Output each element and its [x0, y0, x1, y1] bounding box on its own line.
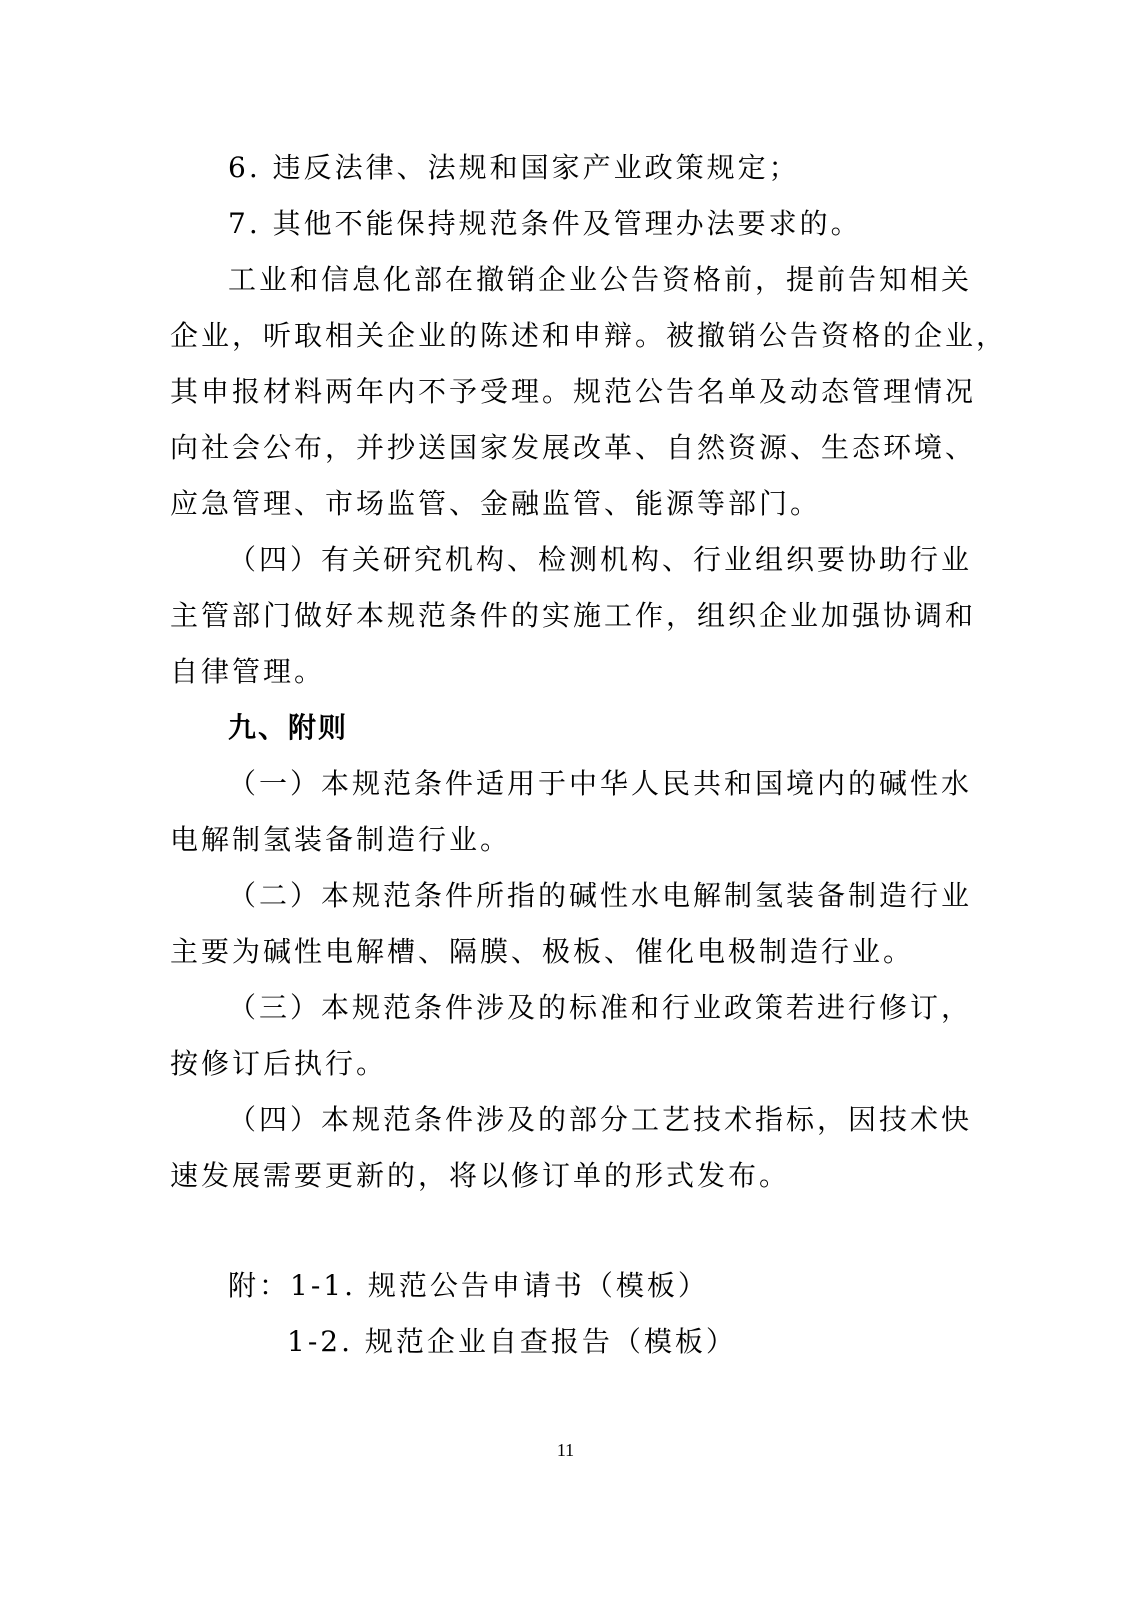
section-heading: 九、附则 [228, 711, 349, 744]
paragraph-line: （四）本规范条件涉及的部分工艺技术指标，因技术快 [228, 1103, 973, 1136]
paragraph-line: 工业和信息化部在撤销企业公告资格前，提前告知相关 [228, 263, 973, 296]
paragraph-line: 电解制氢装备制造行业。 [170, 823, 512, 856]
paragraph-line: 主要为碱性电解槽、隔膜、极板、催化电极制造行业。 [170, 935, 915, 968]
list-item-6: 6. 违反法律、法规和国家产业政策规定； [228, 151, 800, 184]
paragraph-line: （三）本规范条件涉及的标准和行业政策若进行修订， [228, 991, 973, 1024]
attachment-item: 附：1-1. 规范公告申请书（模板） [228, 1269, 709, 1302]
paragraph-line: （一）本规范条件适用于中华人民共和国境内的碱性水 [228, 767, 973, 800]
paragraph-line: 速发展需要更新的，将以修订单的形式发布。 [170, 1159, 791, 1192]
paragraph-line: 企业，听取相关企业的陈述和申辩。被撤销公告资格的企业， [170, 319, 1008, 352]
paragraph-line: （二）本规范条件所指的碱性水电解制氢装备制造行业 [228, 879, 973, 912]
paragraph-line: （四）有关研究机构、检测机构、行业组织要协助行业 [228, 543, 973, 576]
paragraph-line: 自律管理。 [170, 655, 326, 688]
list-item-7: 7. 其他不能保持规范条件及管理办法要求的。 [228, 207, 862, 240]
page-number: 11 [556, 1440, 575, 1460]
paragraph-line: 按修订后执行。 [170, 1047, 388, 1080]
paragraph-line: 其申报材料两年内不予受理。规范公告名单及动态管理情况 [170, 375, 977, 408]
paragraph-line: 应急管理、市场监管、金融监管、能源等部门。 [170, 487, 822, 520]
paragraph-line: 向社会公布，并抄送国家发展改革、自然资源、生态环境、 [170, 431, 977, 464]
attachment-item: 1-2. 规范企业自查报告（模板） [287, 1325, 737, 1358]
paragraph-line: 主管部门做好本规范条件的实施工作，组织企业加强协调和 [170, 599, 977, 632]
